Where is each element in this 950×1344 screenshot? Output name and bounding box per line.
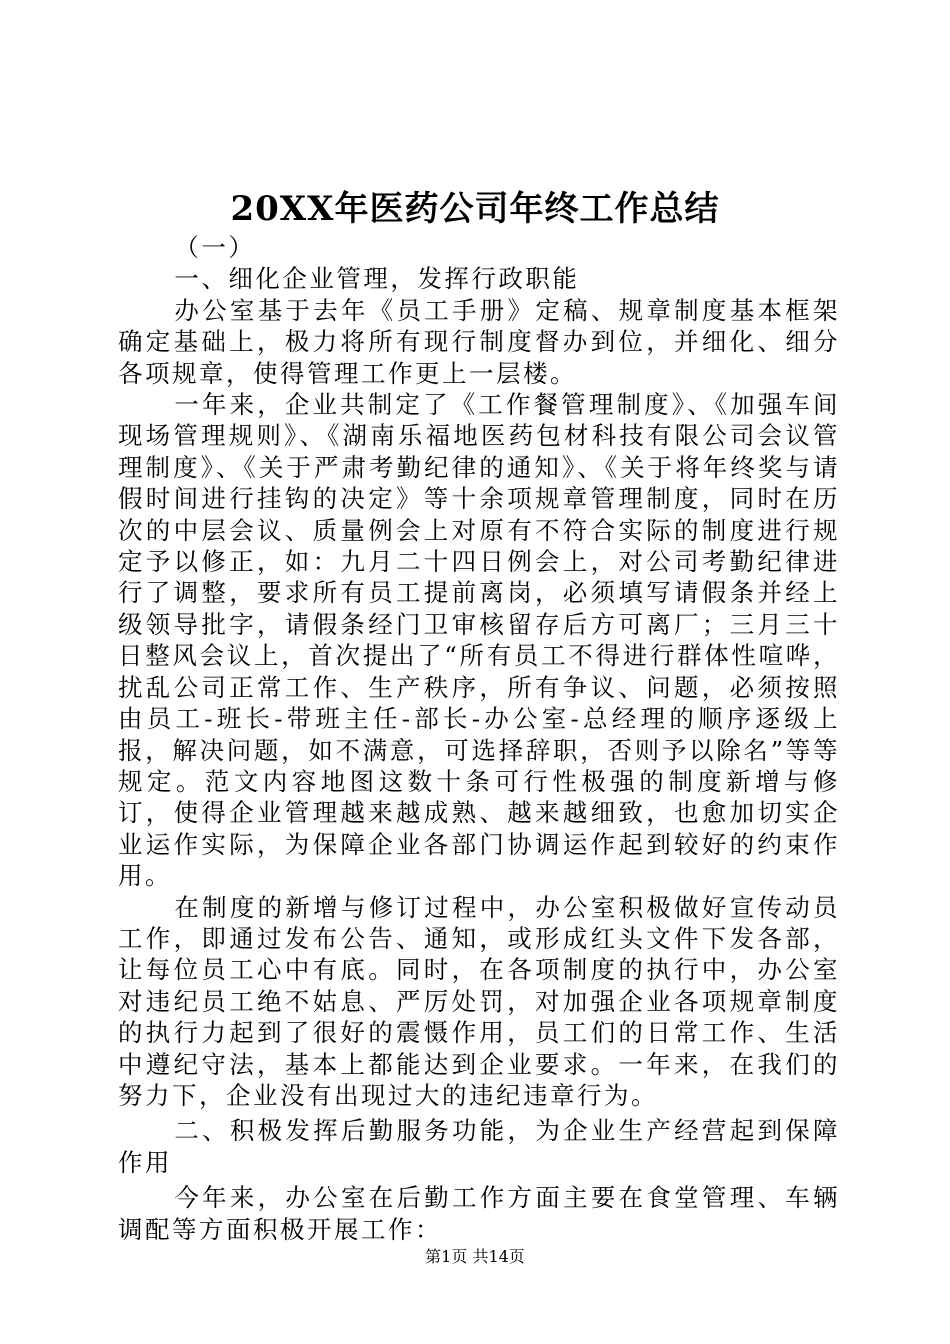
body-paragraph: 一年来，企业共制定了《工作餐管理制度》、《加强车间现场管理规则》、《湖南乐福地医药包材科技有限公司会议管理制度》、《关于严肃考勤纪律的通知》、《关于将年终奖与请假时间进行挂钩的决定》等十余项规章管理制度，同时在历次的中层会议、质量例会上对原有不符合实际的制度进行规定予以修正，如：九月二十四日例会上，对公司考勤纪律进行了调整，要求所有员工提前离岗，必须填写请假条并经上级领导批字，请假条经门卫审核留存后方可离厂；三月三十日整风会议上，首次提出了“所有员工不得进行群体性喧哗，扰乱公司正常工作、生产秩序，所有争议、问题，必须按照由员工-班长-带班主任-部长-办公室-总经理的顺序逐级上报，解决问题，如不满意，可选择辞职，否则予以除名”等等规定。范文内容地图这数十条可行性极强的制度新增与修订，使得企业管理越来越成熟、越来越细致，也愈加切实企业运作实际，为保障企业各部门协调运作起到较好的约束作用。 — [118, 390, 840, 891]
body-paragraph: 办公室基于去年《员工手册》定稿、规章制度基本框架确定基础上，极力将所有现行制度督办到位，并细化、细分各项规章，使得管理工作更上一层楼。 — [118, 295, 840, 388]
section-heading-2: 二、积极发挥后勤服务功能，为企业生产经营起到保障作用 — [118, 1116, 840, 1177]
document-body — [118, 232, 840, 1245]
page-footer: 第1页 共14页 — [425, 1247, 525, 1266]
section-heading-1: 一、细化企业管理，发挥行政职能 — [174, 264, 580, 294]
section-marker: （一） — [174, 233, 256, 262]
document-title: 20XX年医药公司年终工作总结 — [230, 189, 720, 229]
body-paragraph: 在制度的新增与修订过程中，办公室积极做好宣传动员工作，即通过发布公告、通知，或形成红头文件下发各部，让每位员工心中有底。同时，在各项制度的执行中，办公室对违纪员工绝不姑息、严厉处罚，对加强企业各项规章制度的执行力起到了很好的震慑作用，员工们的日常工作、生活中遵纪守法，基本上都能达到企业要求。一年来，在我们的努力下，企业没有出现过大的违纪违章行为。 — [118, 892, 840, 1110]
body-paragraph: 今年来，办公室在后勤工作方面主要在食堂管理、车辆调配等方面积极开展工作： — [118, 1183, 840, 1244]
